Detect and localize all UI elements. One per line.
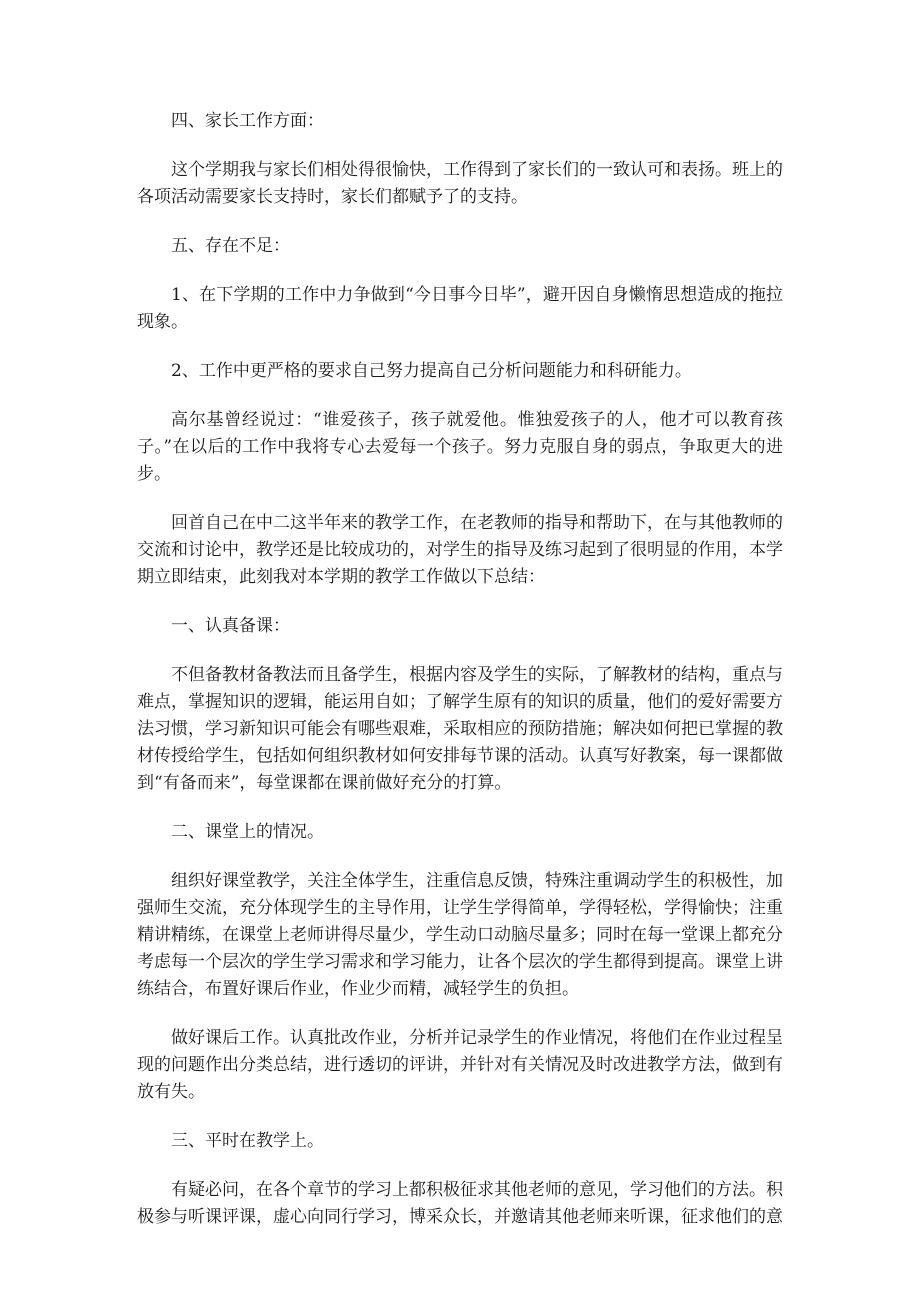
paragraph-shortcoming-1: 1、在下学期的工作中力争做到“今日事今日毕”，避开因自身懒惰思想造成的拖拉现象。: [137, 285, 783, 332]
section-heading-classroom: 二、课堂上的情况。: [171, 822, 324, 842]
paragraph-shortcoming-2: 2、工作中更严格的要求自己努力提高自己分析问题能力和科研能力。: [171, 361, 692, 381]
section-heading-parent-work: 四、家长工作方面：: [171, 111, 324, 131]
section-heading-lesson-prep: 一、认真备课：: [171, 616, 290, 636]
section-heading-daily-teaching: 三、平时在教学上。: [171, 1131, 324, 1151]
paragraph-homework: 做好课后工作。认真批改作业，分析并记录学生的作业情况，将他们在作业过程呈现的问题作出分类总结，进行透切的评讲，并针对有关情况及时改进教学方法，做到有放有失。: [137, 1028, 783, 1102]
section-heading-shortcomings: 五、存在不足：: [171, 236, 290, 256]
paragraph-daily-teaching: 有疑必问，在各个章节的学习上都积极征求其他老师的意见，学习他们的方法。积极参与听课评课，虚心向同行学习，博采众长，并邀请其他老师来听课，征求他们的意: [137, 1180, 783, 1227]
paragraph-classroom: 组织好课堂教学，关注全体学生，注重信息反馈，特殊注重调动学生的积极性，加强师生交流，充分体现学生的主导作用，让学生学得简单，学得轻松，学得愉快；注重精讲精练，在课堂上老师讲得尽量少，学生动口动脑尽量多；同时在每一堂课上都充分考虑每一个层次的学生学习需求和学习能力，让各个层次的学生都得到提高。课堂上讲练结合，布置好课后作业，作业少而精，减轻学生的负担。: [137, 871, 783, 999]
paragraph-parent-work: 这个学期我与家长们相处得很愉快，工作得到了家长们的一致认可和表扬。班上的各项活动需要家长支持时，家长们都赋予了的支持。: [137, 160, 783, 207]
paragraph-review-intro: 回首自己在中二这半年来的教学工作，在老教师的指导和帮助下，在与其他教师的交流和讨论中，教学还是比较成功的，对学生的指导及练习起到了很明显的作用，本学期立即结束，此刻我对本学期的教学工作做以下总结：: [137, 513, 783, 587]
paragraph-lesson-prep: 不但备教材备教法而且备学生，根据内容及学生的实际，了解教材的结构，重点与难点，掌握知识的逻辑，能运用自如；了解学生原有的知识的质量，他们的爱好需要方法习惯，学习新知识可能会有哪些艰难，采取相应的预防措施；解决如何把已掌握的教材传授给学生，包括如何组织教材如何安排每节课的活动。认真写好教案，每一课都做到“有备而来”，每堂课都在课前做好充分的打算。: [137, 665, 783, 793]
document-page: [137, 108, 783, 1253]
paragraph-gorky-quote: 高尔基曾经说过：“谁爱孩子，孩子就爱他。惟独爱孩子的人，他才可以教育孩子。”在以后的工作中我将专心去爱每一个孩子。努力克服自身的弱点，争取更大的进步。: [137, 410, 783, 484]
